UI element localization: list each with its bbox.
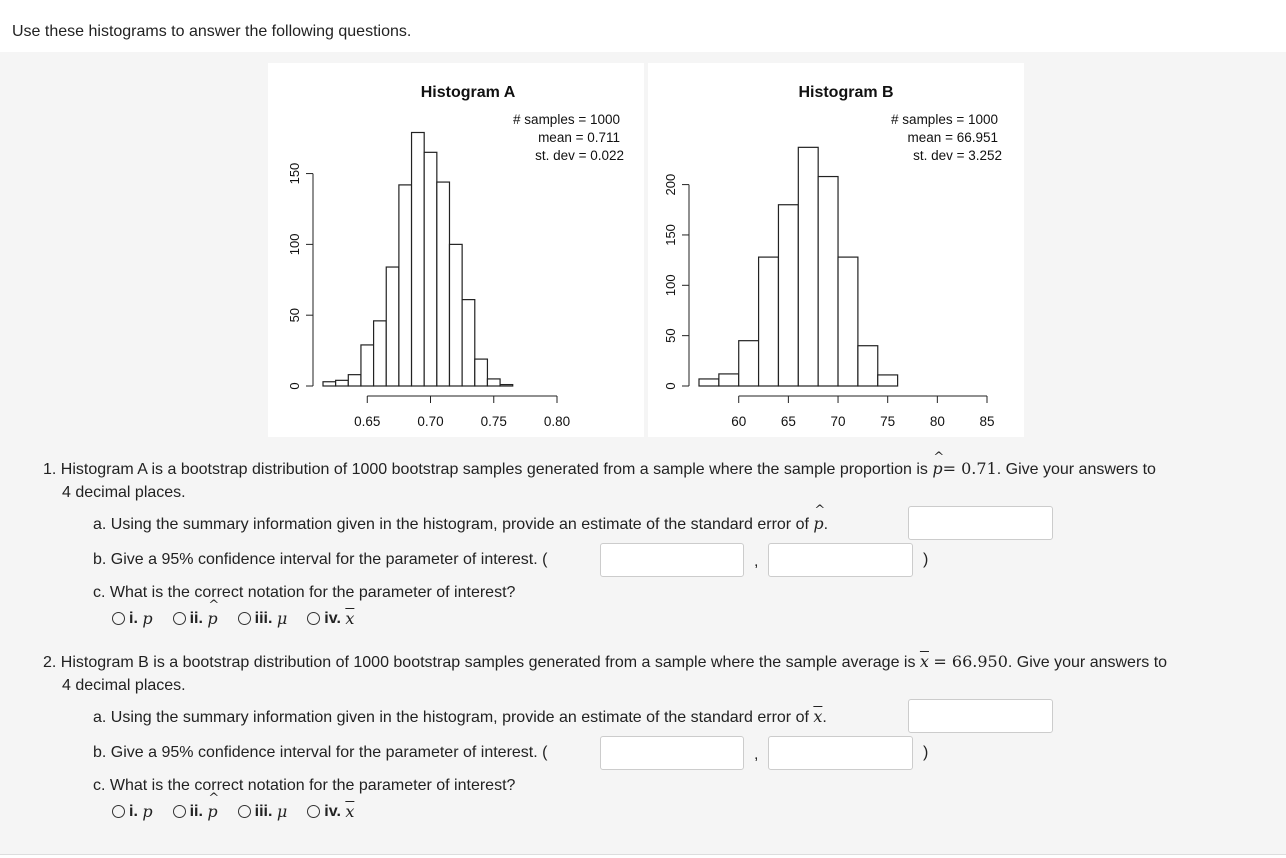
q2c-option-i[interactable]: i. p xyxy=(112,802,153,821)
histB-bar-7 xyxy=(838,257,858,386)
q2a-standard-error-input[interactable] xyxy=(908,699,1053,733)
histB-bar-9 xyxy=(878,375,898,386)
q1a-standard-error-input[interactable] xyxy=(908,506,1053,540)
question-1c-text: c. What is the correct notation for the parameter of interest? xyxy=(93,584,516,601)
histB-bar-3 xyxy=(759,257,779,386)
histA-bar-2 xyxy=(348,375,361,386)
histB-bar-6 xyxy=(818,177,838,386)
q1b-ci-lower-input[interactable] xyxy=(600,543,744,577)
radio-icon[interactable] xyxy=(112,612,125,625)
p-hat-symbol: ^ p xyxy=(932,456,942,481)
histA-bar-6 xyxy=(399,185,412,386)
histB-bar-8 xyxy=(858,346,878,386)
histogram-a xyxy=(268,63,644,437)
histA-bar-13 xyxy=(487,379,500,386)
histA-x-tick-label-2: 0.75 xyxy=(480,414,507,429)
histB-bar-4 xyxy=(778,205,798,386)
histB-y-tick-label-1: 50 xyxy=(663,328,678,343)
question-1b-text: b. Give a 95% confidence interval for the parameter of interest. ( xyxy=(93,551,548,568)
q1c-option-ii[interactable]: ii. ^ p xyxy=(173,609,218,628)
q1b-ci-upper-input[interactable] xyxy=(768,543,913,577)
question-2c-options xyxy=(112,802,374,821)
question-2-line2: 4 decimal places. xyxy=(62,677,186,694)
q1c-option-iv[interactable]: iv. $\overline{x}$ xyxy=(307,609,354,628)
histA-bar-14 xyxy=(500,385,513,386)
comma-separator: , xyxy=(754,746,759,763)
histA-bar-12 xyxy=(475,359,488,386)
radio-icon[interactable] xyxy=(173,612,186,625)
histA-y-tick-label-3: 150 xyxy=(287,162,302,185)
histogram-a-chart xyxy=(268,63,644,437)
histogram-b xyxy=(648,63,1024,437)
histB-y-tick-label-3: 150 xyxy=(663,224,678,246)
histogram-a-bars xyxy=(323,132,513,386)
histA-bar-11 xyxy=(462,300,475,386)
histB-x-tick-label-5: 85 xyxy=(979,414,995,429)
q1c-option-iii[interactable]: iii. μ xyxy=(238,609,288,628)
histA-bar-7 xyxy=(412,132,425,386)
radio-icon[interactable] xyxy=(112,805,125,818)
histA-x-tick-label-1: 0.70 xyxy=(417,414,444,429)
histogram-b-stat-sd: st. dev = 3.252 xyxy=(913,148,1002,163)
q2c-option-ii[interactable]: ii. ^ p xyxy=(173,802,218,821)
histB-bar-1 xyxy=(719,374,739,386)
histogram-b-stat-samples: # samples = 1000 xyxy=(891,112,998,127)
histB-x-tick-label-1: 65 xyxy=(780,414,796,429)
question-2b-text: b. Give a 95% confidence interval for the parameter of interest. ( xyxy=(93,744,548,761)
question-1c-options xyxy=(112,609,374,628)
histogram-b-stat-mean: mean = 66.951 xyxy=(907,130,998,145)
histB-bar-5 xyxy=(798,147,818,386)
question-2a-text: a. Using the summary information given in the histogram, provide an estimate of the standard error of $\overline{x}$. xyxy=(93,707,827,726)
comma-separator: , xyxy=(754,553,759,570)
histA-bar-3 xyxy=(361,345,374,386)
p-hat-symbol: ^ p xyxy=(813,514,823,533)
header xyxy=(0,0,1286,52)
histogram-a-title: Histogram A xyxy=(420,84,516,101)
close-paren: ) xyxy=(923,551,929,568)
histB-x-tick-label-3: 75 xyxy=(880,414,896,429)
histogram-b-y-axis xyxy=(663,174,689,390)
q1c-option-i[interactable]: i. p xyxy=(112,609,153,628)
histB-bar-0 xyxy=(699,379,719,386)
q2b-ci-upper-input[interactable] xyxy=(768,736,913,770)
histB-y-tick-label-2: 100 xyxy=(663,274,678,297)
histA-bar-10 xyxy=(449,244,462,386)
x-bar-symbol: $\overline{x}$ xyxy=(813,707,823,726)
histogram-a-stat-mean: mean = 0.711 xyxy=(538,130,620,145)
radio-icon[interactable] xyxy=(173,805,186,818)
histogram-a-y-axis xyxy=(287,163,313,390)
question-1-line2: 4 decimal places. xyxy=(62,484,186,501)
histA-y-tick-label-2: 100 xyxy=(287,233,302,256)
histB-x-tick-label-4: 80 xyxy=(929,414,945,429)
question-content xyxy=(0,52,1286,855)
radio-icon[interactable] xyxy=(307,612,320,625)
histA-y-tick-label-0: 0 xyxy=(287,382,302,390)
histogram-b-bars xyxy=(699,147,898,386)
histogram-a-stat-samples: # samples = 1000 xyxy=(513,112,620,127)
histA-bar-1 xyxy=(336,380,349,386)
histA-x-tick-label-3: 0.80 xyxy=(543,414,571,429)
close-paren: ) xyxy=(923,744,929,761)
radio-icon[interactable] xyxy=(238,612,251,625)
histogram-a-stat-sd: st. dev = 0.022 xyxy=(535,148,624,163)
intro-text: Use these histograms to answer the following questions. xyxy=(12,23,412,40)
histA-bar-5 xyxy=(386,267,399,386)
histB-bar-2 xyxy=(739,341,759,386)
histB-y-tick-label-0: 0 xyxy=(663,382,678,390)
histogram-b-title: Histogram B xyxy=(798,84,894,101)
q2c-option-iii[interactable]: iii. μ xyxy=(238,802,288,821)
histA-bar-9 xyxy=(437,182,450,386)
question-2-text: 2. Histogram B is a bootstrap distribution of 1000 bootstrap samples generated from a sample where the sample average is $\overline{x} = 66.950$. Give your answers to xyxy=(43,652,1168,671)
question-1-text: 1. Histogram A is a bootstrap distribution of 1000 bootstrap samples generated from a sample where the sample proportion is ^ p= 0.71. Give your answers to xyxy=(43,456,1156,482)
histogram-a-x-axis xyxy=(354,396,570,429)
histB-y-tick-label-4: 200 xyxy=(663,173,678,196)
histB-x-tick-label-2: 70 xyxy=(830,414,846,429)
histB-x-tick-label-0: 60 xyxy=(731,414,747,429)
question-1a-text: a. Using the summary information given in the histogram, provide an estimate of the standard error of ^ p. xyxy=(93,514,828,534)
question-2c-text: c. What is the correct notation for the parameter of interest? xyxy=(93,777,516,794)
histA-x-tick-label-0: 0.65 xyxy=(354,414,381,429)
histA-bar-8 xyxy=(424,152,437,386)
radio-icon[interactable] xyxy=(307,805,320,818)
histA-bar-4 xyxy=(374,321,387,386)
histogram-b-x-axis xyxy=(731,396,994,429)
x-bar-symbol: $\overline{x}$ xyxy=(919,652,929,671)
radio-icon[interactable] xyxy=(238,805,251,818)
histogram-b-chart xyxy=(648,63,1024,437)
q2b-ci-lower-input[interactable] xyxy=(600,736,744,770)
histA-y-tick-label-1: 50 xyxy=(287,307,302,323)
q2c-option-iv[interactable]: iv. $\overline{x}$ xyxy=(307,802,354,821)
histA-bar-0 xyxy=(323,382,336,386)
